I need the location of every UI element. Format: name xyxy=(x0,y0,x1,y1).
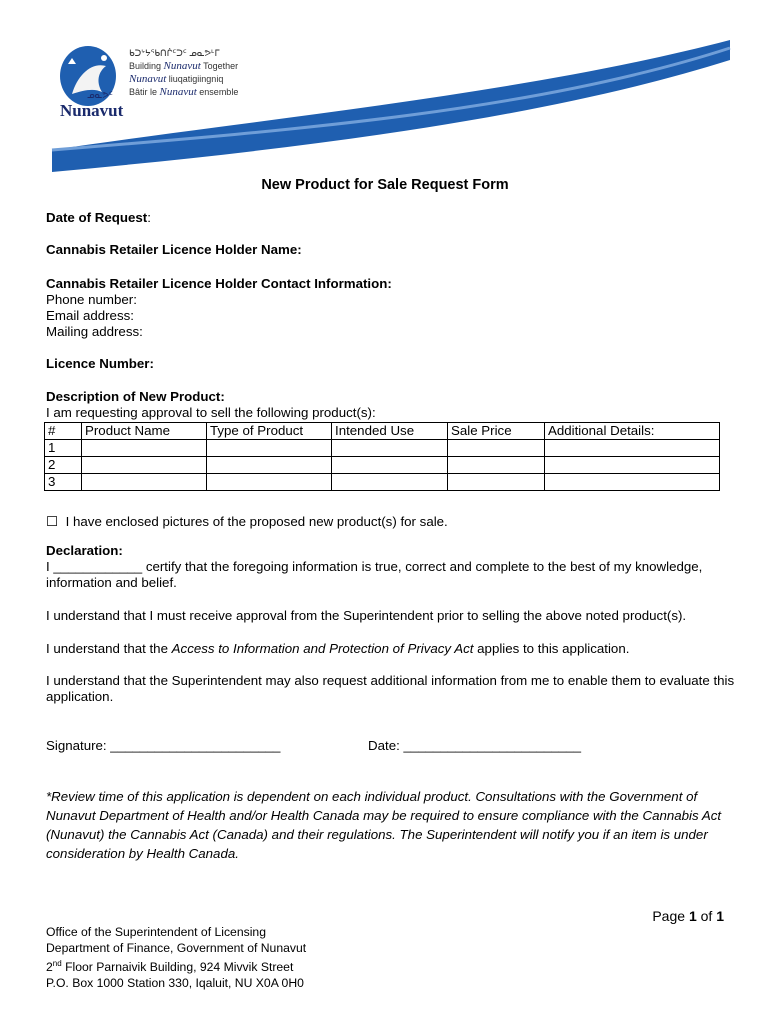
cell-price[interactable] xyxy=(448,474,545,491)
date-field[interactable]: Date: ________________________ xyxy=(368,738,581,753)
logo-wordmark: Nunavut xyxy=(60,101,124,120)
header-type-of-product: Type of Product xyxy=(207,423,332,440)
cell-price[interactable] xyxy=(448,440,545,457)
cell-use[interactable] xyxy=(332,474,448,491)
tagline-french: Bâtir le Nunavut ensemble xyxy=(129,86,239,98)
cell-type[interactable] xyxy=(207,474,332,491)
table-row xyxy=(45,440,720,457)
licence-number-label: Licence Number: xyxy=(46,356,154,371)
cell-details[interactable] xyxy=(545,457,720,474)
cell-use[interactable] xyxy=(332,440,448,457)
table-row xyxy=(45,457,720,474)
cell-type[interactable] xyxy=(207,440,332,457)
page-number: Page 1 of 1 xyxy=(652,908,724,924)
cell-use[interactable] xyxy=(332,457,448,474)
footer-po-box: P.O. Box 1000 Station 330, Iqaluit, NU X0A 0H0 xyxy=(46,976,304,991)
declaration-heading: Declaration: xyxy=(46,543,123,558)
row-number: 1 xyxy=(45,440,82,457)
understand-privacy-act: I understand that the Access to Information and Protection of Privacy Act applies to this application. xyxy=(46,641,630,656)
contact-info-label: Cannabis Retailer Licence Holder Contact Information: xyxy=(46,276,392,291)
review-note: *Review time of this application is dependent on each individual product. Consultations with the Government of Nunavut Department of Health and/or Health Canada may be required to ensure compliance with the Cannabis Act (Nunavut) the Cannabis Act (Canada) and their regulations. The Superintendent will notify you if an item is under consideration by Health Canada. xyxy=(46,789,722,861)
product-table xyxy=(44,422,720,491)
understand-approval: I understand that I must receive approval from the Superintendent prior to selling the above noted product(s). xyxy=(46,608,687,623)
declaration-text: I ____________ certify that the foregoing information is true, correct and complete to the best of my knowledge, information and belief. xyxy=(46,559,703,590)
description-intro: I am requesting approval to sell the following product(s): xyxy=(46,405,376,420)
phone-label: Phone number: xyxy=(46,292,137,307)
header-sale-price: Sale Price xyxy=(448,423,545,440)
cell-price[interactable] xyxy=(448,457,545,474)
footer-office: Office of the Superintendent of Licensing xyxy=(46,925,266,939)
understand-additional-info: I understand that the Superintendent may also request additional information from me to enable them to evaluate this application. xyxy=(46,673,735,704)
cell-details[interactable] xyxy=(545,474,720,491)
header-product-name: Product Name xyxy=(82,423,207,440)
checkbox-label: I have enclosed pictures of the proposed new product(s) for sale. xyxy=(65,514,448,529)
cell-type[interactable] xyxy=(207,457,332,474)
description-heading: Description of New Product: xyxy=(46,389,225,404)
footer-department: Department of Finance, Government of Nunavut xyxy=(46,941,307,955)
cell-product-name[interactable] xyxy=(82,457,207,474)
row-number: 2 xyxy=(45,457,82,474)
header-additional-details: Additional Details: xyxy=(545,423,720,440)
date-of-request-label: Date of Request: xyxy=(46,210,151,225)
tagline-english: Building Nunavut Together xyxy=(129,60,239,72)
table-header-row xyxy=(45,423,720,440)
checkbox-icon[interactable]: ☐ xyxy=(46,514,58,529)
cell-product-name[interactable] xyxy=(82,440,207,457)
table-row xyxy=(45,474,720,491)
tagline-syllabic: ᑲᑐᔾᔭᖃᑎᒌᑦᑐᑦ ᓄᓇᕗᒻᒥ xyxy=(129,48,220,58)
enclosed-pictures-checkbox-row[interactable] xyxy=(46,514,448,530)
email-label: Email address: xyxy=(46,308,134,323)
footer-building: 2nd Floor Parnaivik Building, 924 Mivvik Street xyxy=(46,959,294,975)
holder-name-label: Cannabis Retailer Licence Holder Name: xyxy=(46,242,302,257)
cell-details[interactable] xyxy=(545,440,720,457)
row-number: 3 xyxy=(45,474,82,491)
form-title: New Product for Sale Request Form xyxy=(261,177,509,193)
header-number: # xyxy=(45,423,82,440)
cell-product-name[interactable] xyxy=(82,474,207,491)
mailing-address-label: Mailing address: xyxy=(46,324,143,339)
logo-syllabics: ᓄᓇᕗᑦ xyxy=(87,90,113,100)
tagline-inuinnaqtun: Nunavut liuqatigiingniq xyxy=(129,73,224,85)
header-intended-use: Intended Use xyxy=(332,423,448,440)
signature-field[interactable]: Signature: _______________________ xyxy=(46,738,281,753)
footer-address xyxy=(46,924,306,991)
